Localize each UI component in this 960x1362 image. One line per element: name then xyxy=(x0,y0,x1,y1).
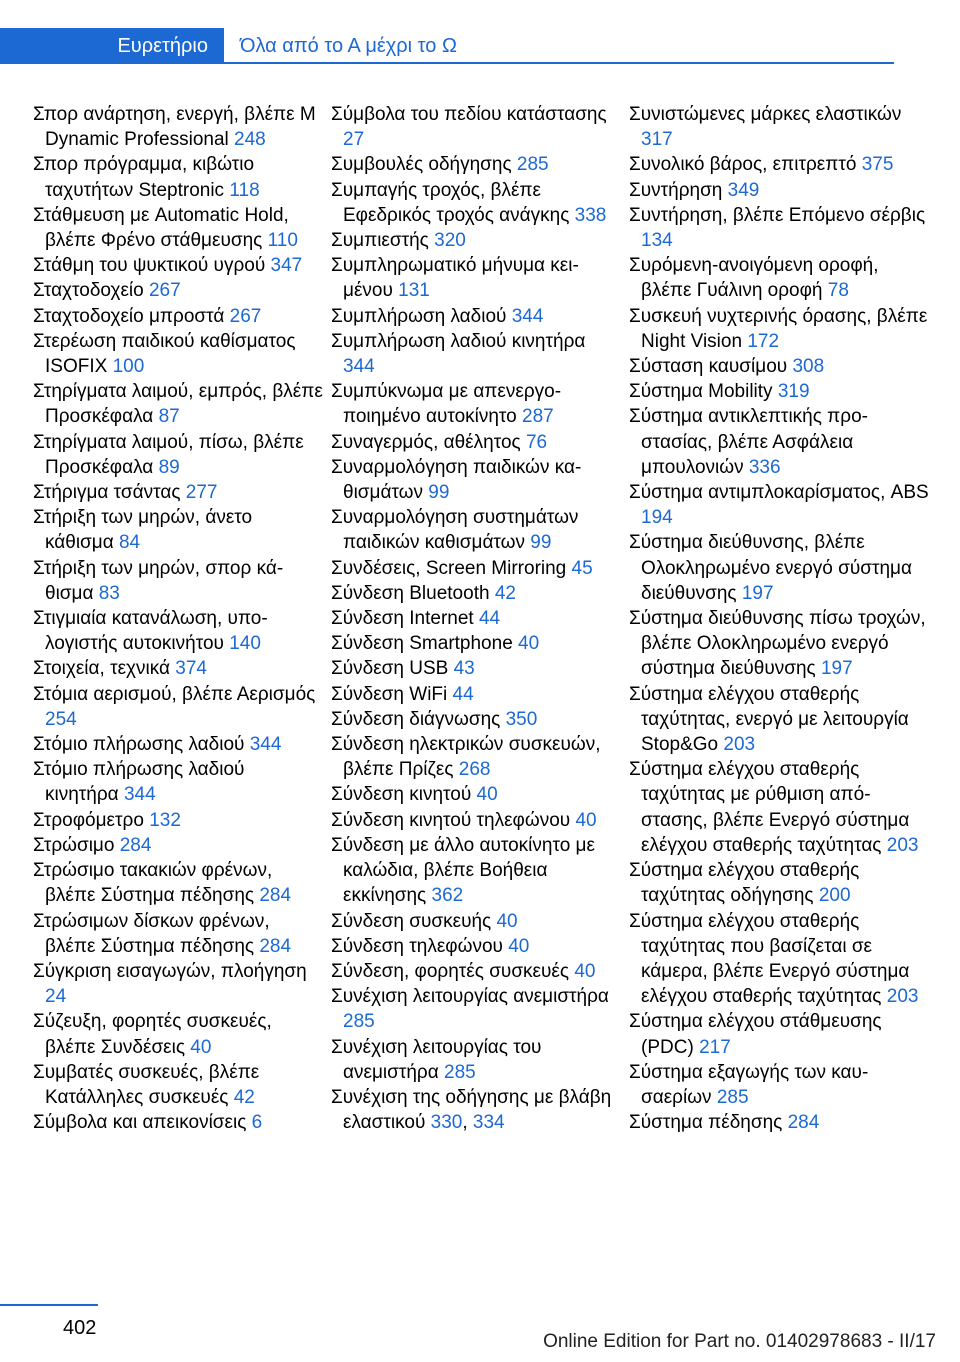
entry-term: Σύνδεση ηλεκτρικών συσκευών, βλέπε Πρίζες xyxy=(331,734,601,781)
entry-term: Στρώσιμο τακακιών φρένων, βλέπε Σύστημα πέδησης xyxy=(33,860,273,907)
index-entry xyxy=(33,329,323,379)
index-entry xyxy=(331,833,621,909)
entry-term: Σταχτοδοχείο μπροστά xyxy=(33,305,230,327)
entry-term: Σύστημα διεύθυνσης, βλέπε Ολοκληρωμένο ενεργό σύστημα διεύθυνσης xyxy=(629,532,912,604)
section-tab[interactable]: Ευρετήριο xyxy=(0,28,224,64)
index-entry xyxy=(33,556,323,606)
entry-term: Σύστημα ελέγχου σταθερής ταχύτητας, ενεργό με λειτουργία Stop&Go xyxy=(629,683,909,756)
page-reference-link[interactable]: 100 xyxy=(112,356,145,378)
index-entry xyxy=(331,959,621,984)
index-entry xyxy=(33,203,323,253)
index-entry xyxy=(33,682,323,732)
index-entry xyxy=(629,530,929,606)
entry-term: Σύνδεση Internet xyxy=(331,608,479,630)
index-entry xyxy=(331,656,621,681)
index-entry xyxy=(331,606,621,631)
page-reference-link[interactable]: 27 xyxy=(343,129,365,151)
entry-term: Σπορ ανάρτηση, ενεργή, βλέπε M Dynamic Professional xyxy=(33,104,316,151)
page-reference-link[interactable]: 40 xyxy=(476,784,498,806)
page-number: 402 xyxy=(63,1317,97,1339)
entry-term: Συμπύκνωμα με απενεργοποιημένο αυτοκίνητο xyxy=(331,381,562,428)
index-entry xyxy=(33,732,323,757)
index-entry xyxy=(629,1060,929,1110)
entry-term: Συνδέσεις, Screen Mirroring xyxy=(331,557,572,579)
entry-term: Συναγερμός, αθέλητος xyxy=(331,431,526,453)
index-entry xyxy=(629,1110,929,1135)
entry-term: Συμπληρωματικό μήνυμα κειμένου xyxy=(331,255,579,302)
index-column-2 xyxy=(331,102,621,1135)
entry-term: Σύνδεση τηλεφώνου xyxy=(331,935,509,957)
index-entry xyxy=(629,909,929,1010)
entry-term: Σύστημα εξαγωγής των καυσαερίων xyxy=(629,1061,869,1108)
page-reference-link[interactable]: 350 xyxy=(505,708,538,730)
entry-term: Συναρμολόγηση συστημάτων παιδικών καθισμάτων xyxy=(331,507,579,554)
index-entry xyxy=(629,203,929,253)
index-entry xyxy=(331,430,621,455)
page-reference-link[interactable]: 374 xyxy=(175,658,207,680)
page-reference-link[interactable]: 197 xyxy=(820,658,853,680)
index-entry xyxy=(629,1009,929,1059)
page-reference-link[interactable]: 362 xyxy=(431,885,464,907)
page-reference-link[interactable]: 194 xyxy=(641,507,673,529)
entry-term: Στόμιο πλήρωσης λαδιού κινητήρα xyxy=(33,759,245,806)
page-reference-link[interactable]: 40 xyxy=(190,1036,212,1058)
entry-term: Σύστημα ελέγχου στάθμευσης (PDC) xyxy=(629,1011,882,1058)
index-entry xyxy=(33,1009,323,1059)
entry-term: Σύνδεση συσκευής xyxy=(331,910,497,932)
page-reference-link[interactable]: 40 xyxy=(518,633,540,655)
index-entry xyxy=(33,656,323,681)
index-entry xyxy=(331,556,621,581)
page-reference-link[interactable]: 89 xyxy=(158,456,180,478)
index-entry xyxy=(629,178,929,203)
entry-term: Συμβουλές οδήγησης xyxy=(331,154,517,176)
entry-term: Συμβατές συσκευές, βλέπε Κατάλληλες συσκευές xyxy=(33,1061,260,1108)
entry-term: Στήριξη των μηρών, σπορ κάθισμα xyxy=(33,557,284,604)
page-reference-link[interactable]: 320 xyxy=(434,230,466,252)
page-reference-link[interactable]: 330 xyxy=(430,1112,463,1134)
index-entry xyxy=(33,808,323,833)
index-entry xyxy=(33,304,323,329)
index-entry xyxy=(331,808,621,833)
entry-term: Σύνδεση κινητού xyxy=(331,784,477,806)
entry-term: Σύμβολα και απεικονίσεις xyxy=(33,1112,252,1134)
entry-term: Σύνδεση Smartphone xyxy=(331,633,519,655)
page-reference-link[interactable]: 344 xyxy=(123,784,156,806)
page-reference-link[interactable]: 197 xyxy=(741,582,774,604)
index-entry xyxy=(33,379,323,429)
page-reference-link[interactable]: 344 xyxy=(511,305,544,327)
entry-term: Συνιστώμενες μάρκες ελαστικών xyxy=(629,104,902,125)
entry-term: Σύστημα Mobility xyxy=(629,381,778,403)
index-entry xyxy=(33,505,323,555)
page-reference-link[interactable]: 308 xyxy=(792,356,825,378)
entry-term: Στηρίγματα λαιμού, εμπρός, βλέπε Προσκέφαλα xyxy=(33,381,323,428)
page-reference-link[interactable]: 344 xyxy=(249,734,282,756)
page-reference-link[interactable]: 287 xyxy=(522,406,554,428)
entry-term: Στήριξη των μηρών, άνετο κάθισμα xyxy=(33,507,253,554)
entry-term: Σπορ πρόγραμμα, κιβώτιο ταχυτήτων Steptronic xyxy=(33,154,255,201)
index-entry xyxy=(33,278,323,303)
index-entry xyxy=(331,581,621,606)
index-entry xyxy=(33,430,323,480)
entry-term: Σύνδεση USB xyxy=(331,658,454,680)
entry-term: Συνέχιση λειτουργίας ανεμιστήρα xyxy=(331,986,609,1008)
entry-term: Στροφόμετρο xyxy=(33,809,150,831)
entry-term: Σύνδεση διάγνωσης xyxy=(331,708,506,730)
entry-term: Συνολικό βάρος, επιτρεπτό xyxy=(629,154,862,176)
entry-term: Σύνδεση κινητού τηλεφώνου xyxy=(331,809,576,831)
entry-term: Σύστημα αντιμπλοκαρίσματος, ABS xyxy=(629,482,929,504)
index-entry xyxy=(629,757,929,858)
page-reference-link[interactable]: 334 xyxy=(472,1112,505,1134)
index-entry xyxy=(629,682,929,758)
page-reference-link[interactable]: 349 xyxy=(727,179,760,201)
index-entry xyxy=(331,732,621,782)
entry-term: Σύστημα ελέγχου σταθερής ταχύτητας με ρύθμιση απόστασης, βλέπε Ενεργό σύστημα ελέγχου σταθερής ταχύτητας xyxy=(629,759,910,856)
page-reference-link[interactable]: 118 xyxy=(229,179,260,201)
index-entry xyxy=(331,329,621,379)
page-reference-link[interactable]: 132 xyxy=(149,809,181,831)
page-reference-link[interactable]: 44 xyxy=(452,683,474,705)
page-reference-link[interactable]: 43 xyxy=(453,658,475,680)
header-divider xyxy=(0,62,894,64)
index-entry xyxy=(33,102,323,152)
index-entry xyxy=(331,102,621,152)
entry-term: Στόμια αερισμού, βλέπε Αερισμός xyxy=(33,683,316,705)
index-entry xyxy=(331,1035,621,1085)
entry-term: Στήριγμα τσάντας xyxy=(33,482,186,504)
index-entry xyxy=(33,757,323,807)
entry-term: Συμπαγής τροχός, βλέπε Εφεδρικός τροχός ανάγκης xyxy=(331,179,575,226)
page-reference-link[interactable]: 336 xyxy=(748,456,781,478)
index-entry xyxy=(331,455,621,505)
index-entry xyxy=(331,1085,621,1135)
page-reference-link[interactable]: 203 xyxy=(886,986,919,1008)
index-entry xyxy=(331,707,621,732)
page-reference-link[interactable]: 267 xyxy=(229,305,262,327)
page-reference-link[interactable]: 83 xyxy=(98,582,120,604)
index-entry xyxy=(629,379,929,404)
page-reference-link[interactable]: 347 xyxy=(270,255,303,277)
index-entry xyxy=(331,782,621,807)
page-reference-link[interactable]: 6 xyxy=(251,1112,263,1134)
entry-term: Στοιχεία, τεχνικά xyxy=(33,658,176,680)
entry-term: Σύστημα διεύθυνσης πίσω τροχών, βλέπε Ολοκληρωμένο ενεργό σύστημα διεύθυνσης xyxy=(629,608,926,680)
entry-term: Σύνδεση με άλλο αυτοκίνητο με καλώδια, βλέπε Βοήθεια εκκίνησης xyxy=(331,834,595,907)
entry-term: Σύνδεση Bluetooth xyxy=(331,582,495,604)
page-reference-link[interactable]: 42 xyxy=(494,582,516,604)
entry-term: Στρώσιμο xyxy=(33,834,120,856)
index-entry xyxy=(331,304,621,329)
index-entry xyxy=(629,354,929,379)
page-reference-link[interactable]: 285 xyxy=(516,154,549,176)
entry-term: Σύμβολα του πεδίου κατάστασης xyxy=(331,104,607,125)
index-entry xyxy=(629,480,929,530)
page-reference-link[interactable]: 140 xyxy=(229,633,261,655)
page-reference-link[interactable]: 40 xyxy=(574,960,596,982)
page-reference-link[interactable]: 99 xyxy=(428,482,450,504)
index-entry xyxy=(331,984,621,1034)
page-reference-link[interactable]: 84 xyxy=(118,532,141,554)
index-entry xyxy=(33,833,323,858)
entry-term: Συμπιεστής xyxy=(331,230,435,252)
entry-term: Σύστημα πέδησης xyxy=(629,1112,788,1134)
entry-term: Συνέχιση της οδήγησης με βλάβη ελαστικού xyxy=(331,1086,612,1134)
entry-term: Συσκευή νυχτερινής όρασης, βλέπε Night Vision xyxy=(629,305,928,352)
page-reference-link[interactable]: 285 xyxy=(444,1061,476,1083)
page-reference-link[interactable]: 40 xyxy=(496,910,518,932)
index-entry xyxy=(629,152,929,177)
page-header xyxy=(0,0,960,64)
page-reference-link[interactable]: 284 xyxy=(259,935,292,957)
page-reference-link[interactable]: 217 xyxy=(699,1036,731,1058)
index-entry xyxy=(331,152,621,177)
page-reference-link[interactable]: 172 xyxy=(747,330,780,352)
index-entry xyxy=(331,934,621,959)
entry-term: Συμπλήρωση λαδιού xyxy=(331,305,512,327)
index-column-1 xyxy=(33,102,323,1135)
page-reference-link[interactable]: 87 xyxy=(158,406,180,428)
page-reference-link[interactable]: 24 xyxy=(45,986,67,1008)
page-reference-link[interactable]: 42 xyxy=(233,1086,255,1108)
entry-term: Σύστημα αντικλεπτικής προστασίας, βλέπε Ασφάλεια μπουλονιών xyxy=(629,406,868,478)
page-reference-link[interactable]: 40 xyxy=(508,935,530,957)
index-entry xyxy=(331,379,621,429)
page-reference-link[interactable]: 44 xyxy=(478,608,501,630)
entry-term: Στερέωση παιδικού καθίσματος ISOFIX xyxy=(33,330,296,378)
page-reference-link[interactable]: 344 xyxy=(343,356,375,378)
index-entry xyxy=(33,152,323,202)
page-reference-link[interactable]: 134 xyxy=(641,230,673,252)
subsection-tab[interactable]: Όλα από το Α μέχρι το Ω xyxy=(224,28,894,64)
page-reference-link[interactable]: 203 xyxy=(723,734,756,756)
page-reference-link[interactable]: 200 xyxy=(818,885,851,907)
index-entry xyxy=(331,682,621,707)
page-reference-link[interactable]: 268 xyxy=(458,759,491,781)
page-reference-link[interactable]: 40 xyxy=(575,809,597,831)
page-reference-link[interactable]: 203 xyxy=(886,834,919,856)
entry-term: Συντήρηση xyxy=(629,179,728,201)
entry-term: Στάθμη του ψυκτικού υγρού xyxy=(33,255,271,277)
entry-term: Στρώσιμων δίσκων φρένων, βλέπε Σύστημα πέδησης xyxy=(33,910,270,957)
entry-term: Συμπλήρωση λαδιού κινητήρα xyxy=(331,330,586,352)
index-entry xyxy=(33,480,323,505)
page-reference-link[interactable]: 267 xyxy=(148,280,181,302)
index-entry xyxy=(33,1060,323,1110)
entry-term: Συνέχιση λειτουργίας του ανεμιστήρα xyxy=(331,1036,542,1083)
page-reference-link[interactable]: 317 xyxy=(641,129,673,151)
page-reference-link[interactable]: 285 xyxy=(343,1011,375,1033)
index-entry xyxy=(33,606,323,656)
entry-term: Σύστημα ελέγχου σταθερής ταχύτητας που βασίζεται σε κάμερα, βλέπε Ενεργό σύστημα ελέγχου σταθερής ταχύτητας xyxy=(629,910,910,1008)
index-entry xyxy=(33,959,323,1009)
entry-term: Στηρίγματα λαιμού, πίσω, βλέπε Προσκέφαλα xyxy=(33,431,304,478)
page-reference-link[interactable]: 45 xyxy=(571,557,593,579)
index-entry xyxy=(33,1110,323,1135)
entry-term: Σύσταση καυσίμου xyxy=(629,356,793,378)
entry-term: Σύζευξη, φορητές συσκευές, βλέπε Συνδέσεις xyxy=(33,1011,272,1058)
entry-term: Συρόμενη-ανοιγόμενη οροφή, βλέπε Γυάλινη οροφή xyxy=(629,255,879,302)
index-entry xyxy=(331,253,621,303)
index-entry xyxy=(33,858,323,908)
entry-term: Σύνδεση, φορητές συσκευές xyxy=(331,960,575,982)
page-reference-link[interactable]: 131 xyxy=(398,280,430,302)
page-reference-link[interactable]: 110 xyxy=(267,230,298,252)
entry-term: Σύγκριση εισαγωγών, πλοήγηση xyxy=(33,960,307,982)
index-entry xyxy=(331,228,621,253)
index-column-3 xyxy=(629,102,929,1135)
entry-term: Στάθμευση με Automatic Hold, βλέπε Φρένο στάθμευσης xyxy=(33,204,289,252)
entry-term: Σύνδεση WiFi xyxy=(331,683,453,705)
footer-divider xyxy=(0,1304,98,1306)
edition-note: Online Edition for Part no. 01402978683 - II/17 xyxy=(543,1331,936,1352)
index-entry xyxy=(33,909,323,959)
page-reference-link[interactable]: 76 xyxy=(525,431,548,453)
page-reference-link[interactable]: 277 xyxy=(185,482,218,504)
index-entry xyxy=(629,102,929,152)
entry-term: , xyxy=(462,1112,473,1134)
page-reference-link[interactable]: 284 xyxy=(259,885,292,907)
page-reference-link[interactable]: 285 xyxy=(716,1086,749,1108)
index-entry xyxy=(331,909,621,934)
page-reference-link[interactable]: 284 xyxy=(787,1112,820,1134)
index-entry xyxy=(629,253,929,303)
index-entry xyxy=(33,253,323,278)
entry-term: Συντήρηση, βλέπε Επόμενο σέρβις xyxy=(629,204,926,226)
entry-term: Σύστημα ελέγχου σταθερής ταχύτητας οδήγησης xyxy=(629,860,860,907)
entry-term: Στόμιο πλήρωσης λαδιού xyxy=(33,734,250,756)
page-reference-link[interactable]: 248 xyxy=(234,129,266,151)
entry-term: Σταχτοδοχείο xyxy=(33,280,149,302)
index-entry xyxy=(629,858,929,908)
page-reference-link[interactable]: 254 xyxy=(45,708,77,730)
page-reference-link[interactable]: 375 xyxy=(861,154,894,176)
index-entry xyxy=(629,404,929,480)
page-reference-link[interactable]: 99 xyxy=(530,532,552,554)
page-reference-link[interactable]: 78 xyxy=(827,280,849,302)
page-reference-link[interactable]: 284 xyxy=(119,834,152,856)
index-entry xyxy=(331,631,621,656)
entry-term: Στιγμιαία κατανάλωση, υπολογιστής αυτοκινήτου xyxy=(33,608,268,655)
index-entry xyxy=(629,606,929,682)
index-entry xyxy=(331,505,621,555)
index-entry xyxy=(629,304,929,354)
page-reference-link[interactable]: 319 xyxy=(777,381,810,403)
index-entry xyxy=(331,178,621,228)
entry-term: Συναρμολόγηση παιδικών καθισμάτων xyxy=(331,456,582,504)
page-reference-link[interactable]: 338 xyxy=(574,204,607,226)
